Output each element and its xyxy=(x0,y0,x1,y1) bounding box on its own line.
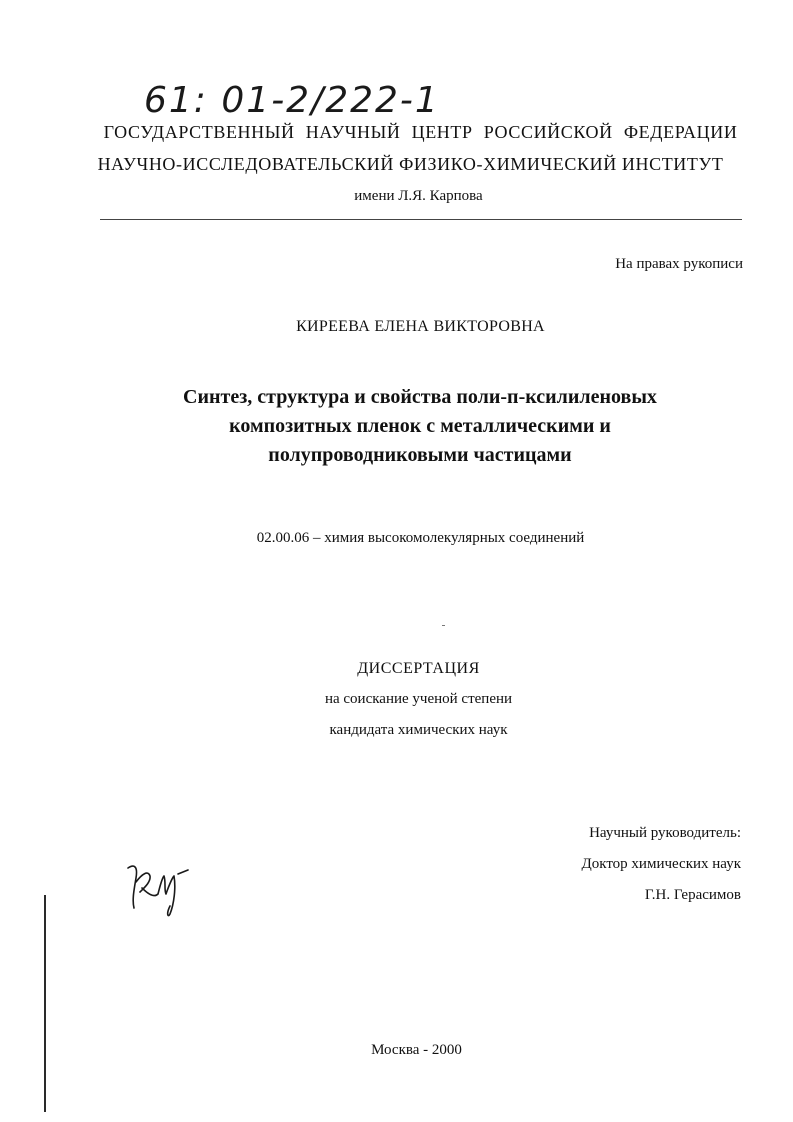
degree-purpose: на соискание ученой степени xyxy=(324,691,513,707)
title-line-2: композитных пленок с металлическими и xyxy=(229,415,611,437)
title-line-3: полупроводниковыми частицами xyxy=(268,444,572,466)
city-year: Москва - 2000 xyxy=(371,1042,462,1058)
supervisor-block xyxy=(582,818,742,911)
scan-speck xyxy=(442,625,445,626)
handwritten-archive-code xyxy=(140,72,490,124)
organization-subline: имени Л.Я. Карпова xyxy=(354,188,483,204)
organization-line-1: ГОСУДАРСТВЕННЫЙ НАУЧНЫЙ ЦЕНТР РОССИЙСКОЙ ФЕДЕРАЦИИ xyxy=(103,122,738,142)
handwritten-signature xyxy=(120,848,210,920)
organization-line-2: НАУЧНО-ИССЛЕДОВАТЕЛЬСКИЙ ФИЗИКО-ХИМИЧЕСКИЙ ИНСТИТУТ xyxy=(97,154,724,174)
dissertation-type: ДИССЕРТАЦИЯ xyxy=(357,660,480,677)
dissertation-title xyxy=(120,383,720,470)
author-name: КИРЕЕВА ЕЛЕНА ВИКТОРОВНА xyxy=(296,318,545,335)
title-line-1: Синтез, структура и свойства поли-п-ксилиленовых xyxy=(183,386,657,408)
specialty-code: 02.00.06 – химия высокомолекулярных соединений xyxy=(256,530,585,546)
supervisor-degree: Доктор химических наук xyxy=(581,856,741,872)
degree-name: кандидата химических наук xyxy=(329,722,508,738)
handwritten-code-text: 61: 01-2/222-1 xyxy=(144,80,440,121)
scan-edge-line xyxy=(44,895,46,1112)
header-divider xyxy=(100,219,742,220)
supervisor-name: Г.Н. Герасимов xyxy=(644,887,741,903)
supervisor-label: Научный руководитель: xyxy=(589,825,741,841)
manuscript-note: На правах рукописи xyxy=(615,256,743,272)
